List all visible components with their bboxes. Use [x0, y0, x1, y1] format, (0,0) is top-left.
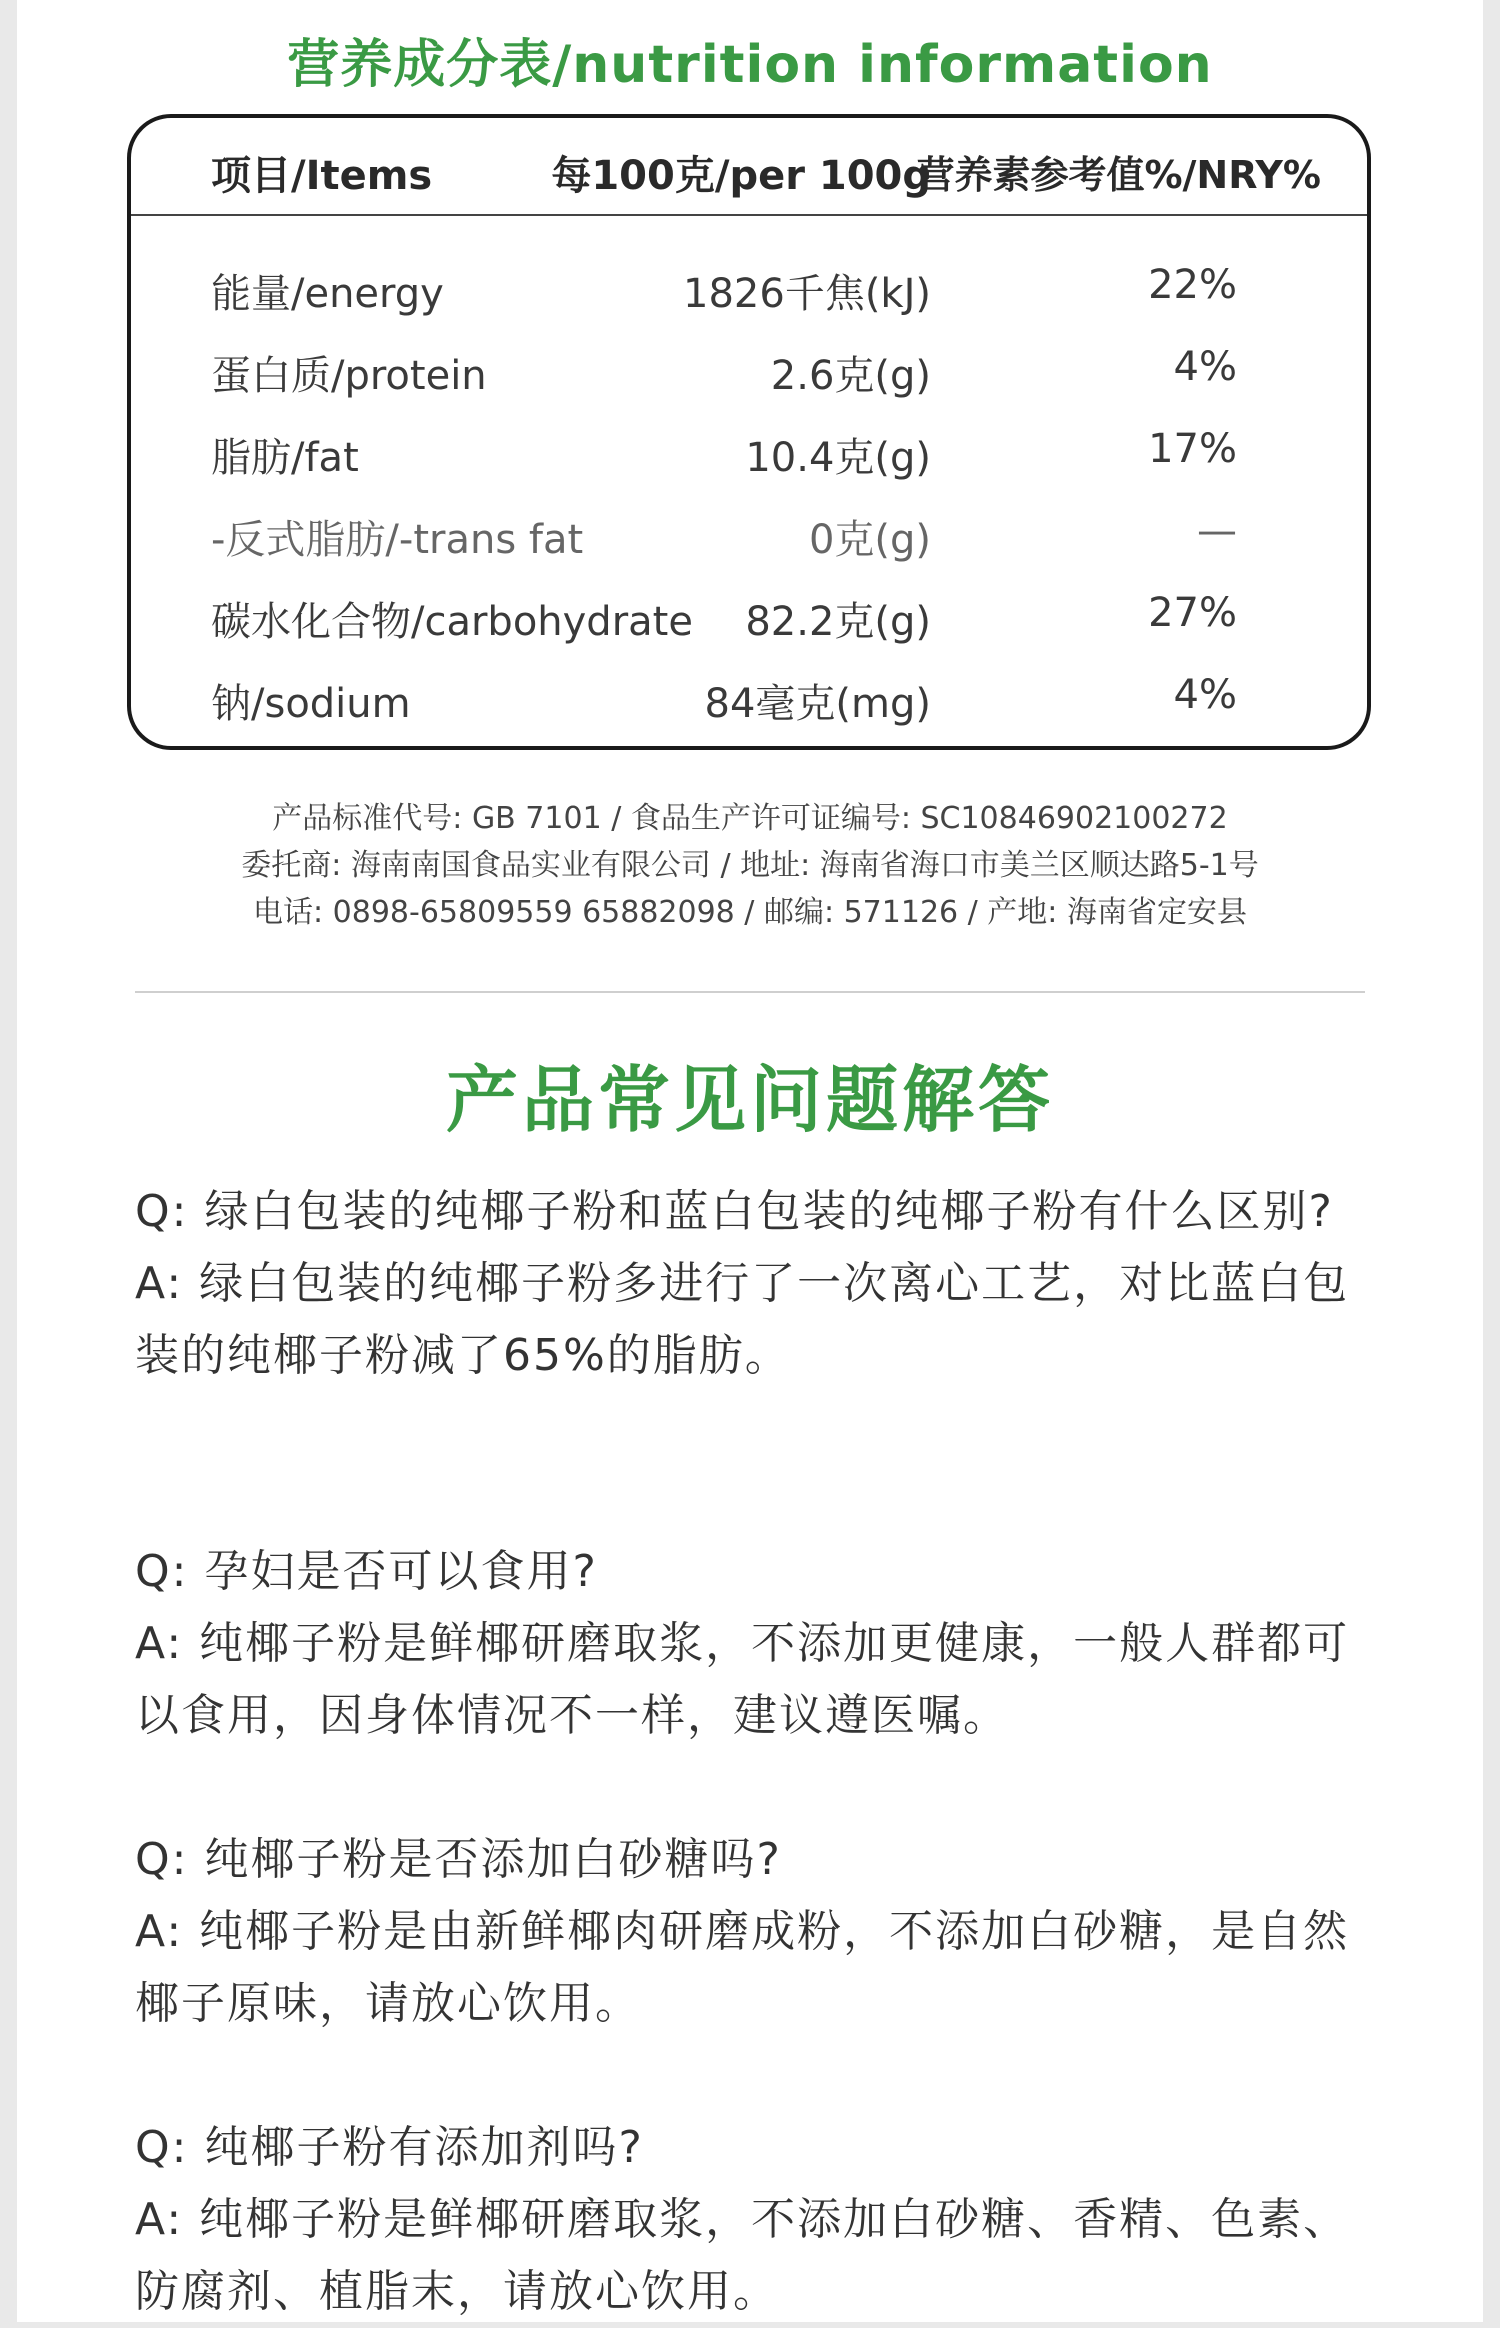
row-amount: 1826千焦(kJ) — [683, 271, 931, 317]
table-row — [131, 246, 1367, 328]
faq-title: 产品常见问题解答 — [445, 1058, 1054, 1142]
faq-question: Q: 纯椰子粉有添加剂吗? — [135, 2122, 644, 2173]
faq-item — [135, 1824, 1395, 2040]
faq-question: Q: 纯椰子粉是否添加白砂糖吗? — [135, 1834, 782, 1885]
manufacturer-address-line: 委托商: 海南南国食品实业有限公司 / 地址: 海南省海口市美兰区顺达路5-1号 — [241, 848, 1259, 883]
row-nrv: 17% — [1148, 426, 1237, 472]
faq-item — [135, 1536, 1395, 1752]
faq-answer: A: 纯椰子粉是鲜椰研磨取浆，不添加更健康，一般人群都可以食用，因身体情况不一样，建议遵医嘱。 — [135, 1618, 1350, 1741]
table-row — [131, 328, 1367, 410]
row-amount: 2.6克(g) — [770, 353, 931, 399]
row-nrv: 4% — [1173, 344, 1237, 390]
header-nrv: 营养素参考值%/NRY% — [916, 153, 1321, 197]
row-item: 能量/energy — [211, 271, 444, 317]
contact-origin-line: 电话: 0898-65809559 65882098 / 邮编: 571126 / 产地: 海南省定安县 — [253, 895, 1247, 930]
faq-item — [135, 2112, 1395, 2328]
row-nrv: 22% — [1148, 262, 1237, 308]
nutrition-title: 营养成分表/nutrition information — [287, 35, 1213, 95]
row-item: 蛋白质/protein — [211, 353, 487, 399]
faq-question: Q: 孕妇是否可以食用? — [135, 1546, 598, 1597]
section-divider — [135, 991, 1365, 993]
table-row — [131, 492, 1367, 574]
faq-item — [135, 1176, 1395, 1392]
row-amount: 0克(g) — [808, 517, 931, 563]
nutrition-table — [127, 114, 1371, 750]
row-nrv: 4% — [1173, 672, 1237, 718]
table-row — [131, 656, 1367, 738]
page — [17, 0, 1483, 2322]
row-amount: 10.4克(g) — [745, 435, 931, 481]
faq-question: Q: 绿白包装的纯椰子粉和蓝白包装的纯椰子粉有什么区别? — [135, 1186, 1334, 1237]
table-row — [131, 410, 1367, 492]
faq-answer: A: 绿白包装的纯椰子粉多进行了一次离心工艺，对比蓝白包装的纯椰子粉减了65%的脂肪。 — [135, 1258, 1350, 1381]
row-amount: 82.2克(g) — [745, 599, 931, 645]
row-item: 碳水化合物/carbohydrate — [211, 599, 693, 645]
row-nrv: — — [1197, 508, 1237, 554]
row-nrv: 27% — [1148, 590, 1237, 636]
header-items: 项目/Items — [211, 153, 433, 199]
faq-answer: A: 纯椰子粉是由新鲜椰肉研磨成粉，不添加白砂糖，是自然椰子原味，请放心饮用。 — [135, 1906, 1350, 2029]
faq-answer: A: 纯椰子粉是鲜椰研磨取浆，不添加白砂糖、香精、色素、防腐剂、植脂末，请放心饮用。 — [135, 2194, 1350, 2317]
row-amount: 84毫克(mg) — [704, 681, 931, 727]
row-item: 脂肪/fat — [211, 435, 359, 481]
row-item: -反式脂肪/-trans fat — [211, 517, 584, 563]
row-item: 钠/sodium — [211, 681, 411, 727]
product-standard-line: 产品标准代号: GB 7101 / 食品生产许可证编号: SC10846902100272 — [272, 801, 1228, 836]
nutrition-table-header — [131, 118, 1367, 216]
table-row — [131, 574, 1367, 656]
header-per-100g: 每100克/per 100g — [551, 153, 931, 199]
